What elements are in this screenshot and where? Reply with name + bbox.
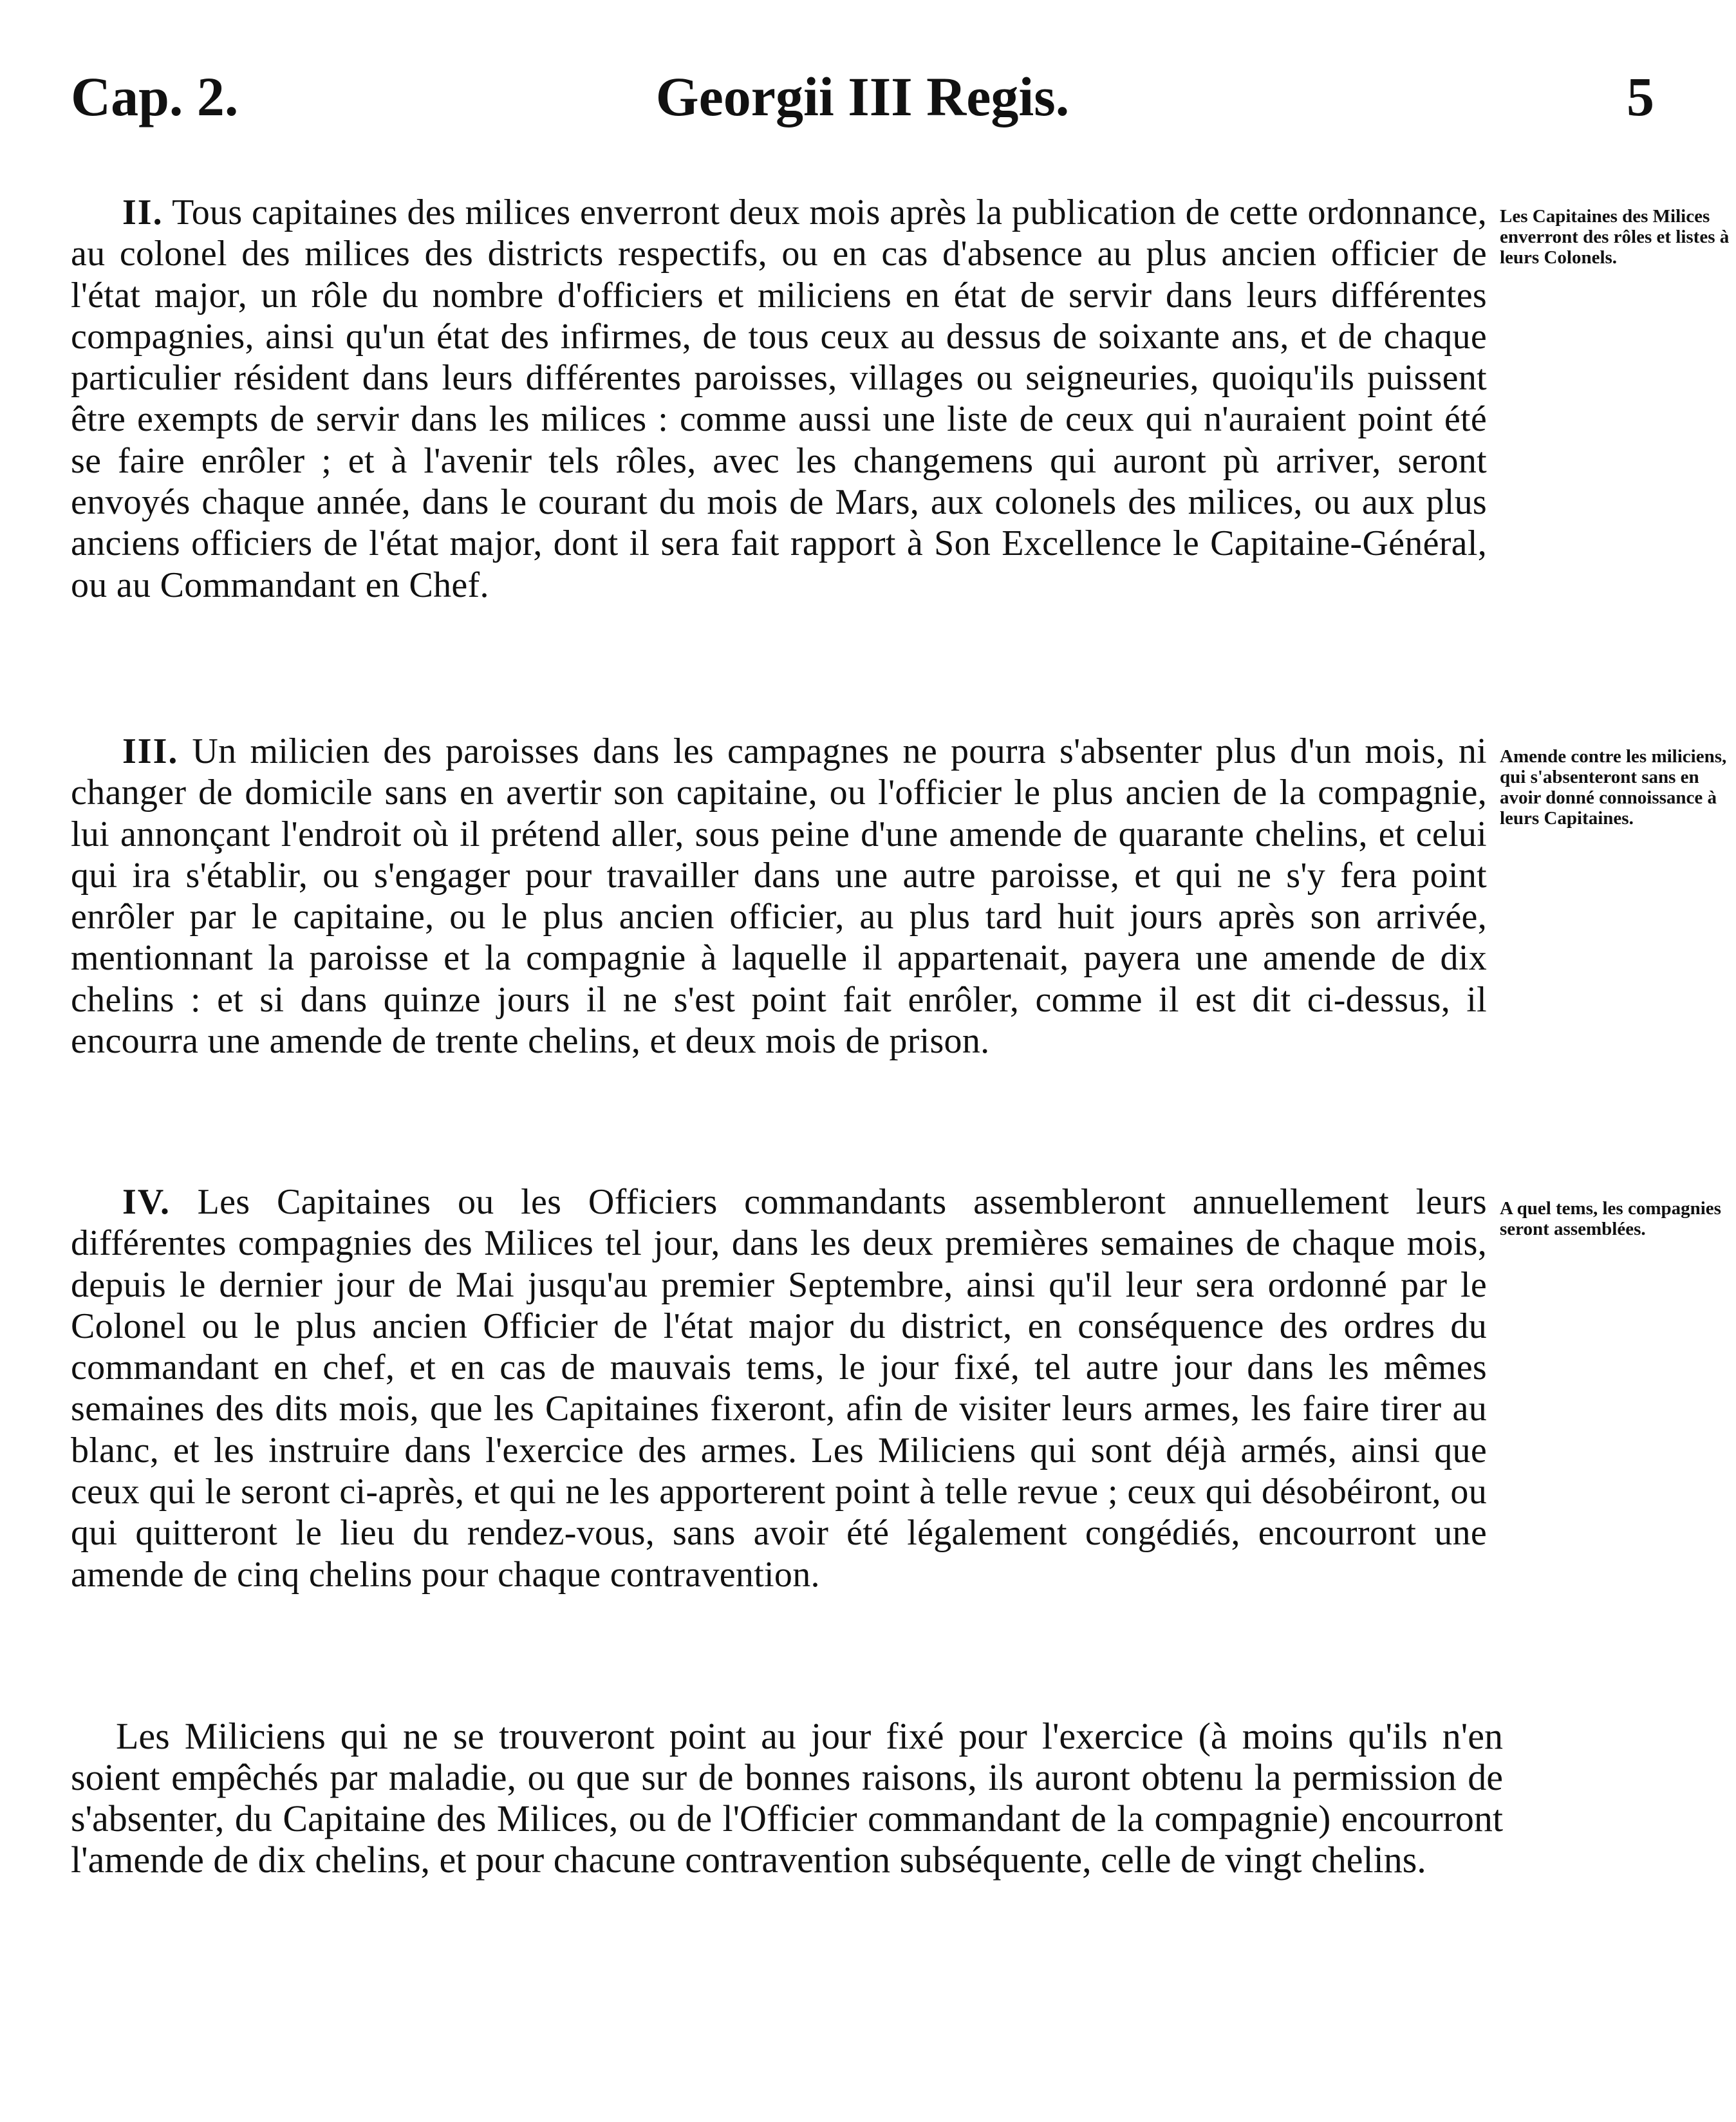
margin-note: Les Capitaines des Milices enverront des rôles et listes à leurs Colonels. [1500, 206, 1730, 268]
margin-note: Amende contre les miliciens, qui s'absenteront sans en avoir donné connoissance à leurs Capitaines. [1500, 746, 1727, 829]
closing-paragraph: Les Miliciens qui ne se trouveront point au jour fixé pour l'exercice (à moins qu'ils n'en soient empêchés par maladie, ou que sur de bonnes raisons, ils auront obtenu la permission de s'absenter, du Capitaine des Milices, ou de l'Officier commandant de la compagnie) encourront l'amende de dix chelins, et pour chacune contravention subséquente, celle de vingt chelins. [71, 1715, 1503, 1881]
page-title: Georgii III Regis. [655, 66, 1070, 127]
section-body [71, 192, 1487, 606]
section-body [71, 1181, 1487, 1595]
section-number: II. [122, 192, 163, 232]
section-ii [71, 192, 1730, 606]
section-number: III. [122, 731, 179, 771]
margin-note: A quel tems, les compagnies seront assemblées. [1500, 1198, 1721, 1239]
running-head [71, 61, 1654, 132]
section-body [71, 731, 1487, 1062]
page-number: 5 [1627, 66, 1654, 127]
section-text: Les Capitaines ou les Officiers commandants assembleront annuellement leurs différentes compagnies des Milices tel jour, dans les deux premières semaines de chaque mois, depuis le dernier jour de Mai jusqu'au premier Septembre, ainsi qu'il leur sera ordonné par le Colonel ou le plus ancien Officier de l'état major du district, en conséquence des ordres du commandant en chef, et en cas de mauvais tems, le jour fixé, tel autre jour dans les mêmes semaines des dits mois, que les Capitaines fixeront, afin de visiter leurs armes, les faire tirer au blanc, et les instruire dans l'exercice des armes. Les Miliciens qui sont déjà armés, ainsi que ceux qui le seront ci-après, et qui ne les apporterent point à telle revue ; ceux qui désobéiront, ou qui quitteront le lieu du rendez-vous, sans avoir été légalement congédiés, encourront une amende de cinq chelins pour chaque contravention. [71, 1182, 1487, 1595]
section-text: Tous capitaines des milices enverront deux mois après la publication de cette ordonnance, au colonel des milices des districts respectifs, ou en cas d'absence au plus ancien officier de l'état major, un rôle du nombre d'officiers et miliciens en état de servir dans leurs différentes compagnies, ainsi qu'un état des infirmes, de tous ceux au dessus de soixante ans, et de chaque particulier résident dans leurs différentes paroisses, villages ou seigneuries, quoiqu'ils puissent être exempts de servir dans les milices : comme aussi une liste de ceux qui n'auraient point été se faire enrôler ; et à l'avenir tels rôles, avec les changemens qui auront pù arriver, seront envoyés chaque année, dans le courant du mois de Mars, aux colonels des milices, ou aux plus anciens officiers de l'état major, dont il sera fait rapport à Son Excellence le Capitaine-Général, ou au Commandant en Chef. [71, 192, 1487, 605]
chapter-label: Cap. 2. [71, 66, 239, 127]
section-number: IV. [122, 1182, 171, 1222]
section-iv [71, 1181, 1721, 1595]
section-iii [71, 731, 1727, 1062]
section-text: Un milicien des paroisses dans les campagnes ne pourra s'absenter plus d'un mois, ni changer de domicile sans en avertir son capitaine, ou l'officier le plus ancien de la compagnie, lui annonçant l'endroit où il prétend aller, sous peine d'une amende de quarante chelins, et celui qui ira s'établir, ou s'engager pour travailler dans une autre paroisse, et qui ne s'y fera point enrôler par le capitaine, ou le plus ancien officier, au plus tard huit jours après son arrivée, mentionnant la paroisse et la compagnie à laquelle il appartenait, payera une amende de dix chelins : et si dans quinze jours il ne s'est point fait enrôler, comme il est dit ci-dessus, il encourra une amende de trente chelins, et deux mois de prison. [71, 731, 1487, 1062]
